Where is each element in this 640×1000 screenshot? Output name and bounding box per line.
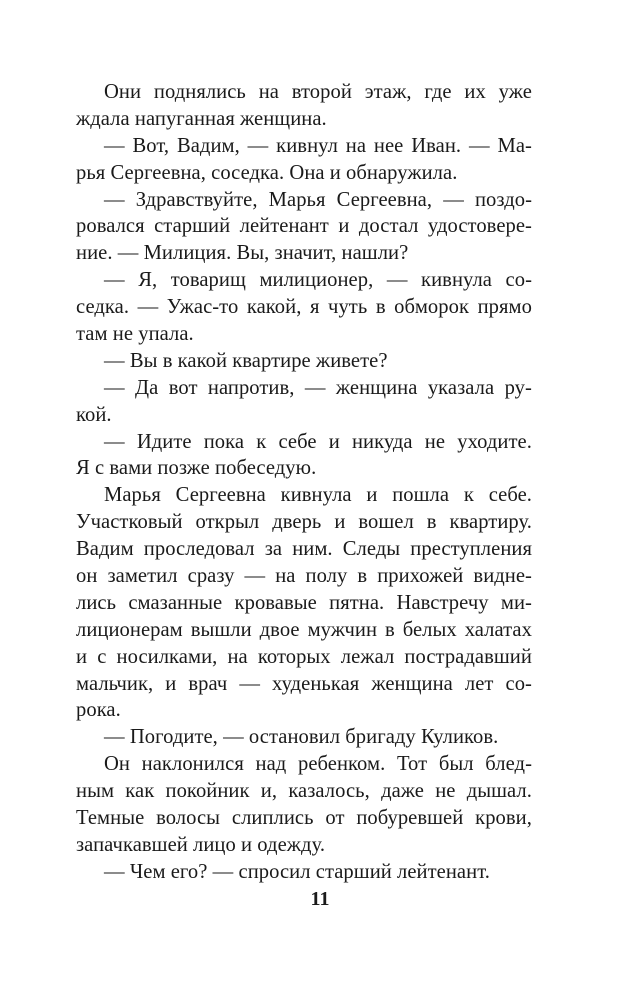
- text-line: Вадим проследовал за ним. Следы преступления: [76, 538, 532, 561]
- text-line: Темные волосы слиплись от побуревшей крови,: [76, 807, 532, 830]
- text-line: мальчик, и врач — худенькая женщина лет со-: [76, 672, 532, 695]
- text-line: — Здравствуйте, Марья Сергеевна, — поздо-: [104, 188, 532, 211]
- text-line: ждала напуганная женщина.: [76, 107, 327, 130]
- text-line: седка. — Ужас-то какой, я чуть в обморок прямо: [76, 296, 532, 319]
- text-line: там не упала.: [76, 323, 194, 346]
- text-line: рья Сергеевна, соседка. Она и обнаружила.: [76, 161, 458, 184]
- text-line: Я с вами позже побеседую.: [76, 457, 317, 480]
- text-line: ровался старший лейтенант и достал удостовере-: [76, 215, 532, 238]
- text-line: — Да вот напротив, — женщина указала ру-: [104, 376, 532, 399]
- text-line: лись смазанные кровавые пятна. Навстречу ми-: [76, 591, 532, 614]
- text-line: Он наклонился над ребенком. Тот был блед-: [104, 753, 532, 776]
- text-line: запачкавшей лицо и одежду.: [76, 833, 326, 856]
- text-line: Участковый открыл дверь и вошел в квартиру.: [76, 511, 532, 534]
- text-line: — Вот, Вадим, — кивнул на нее Иван. — Ма-: [104, 134, 532, 157]
- page-number: 11: [310, 888, 330, 910]
- text-line: кой.: [76, 403, 112, 426]
- text-line: — Я, товарищ милиционер, — кивнула со-: [104, 269, 532, 292]
- text-line: рока.: [76, 699, 121, 722]
- text-line: Марья Сергеевна кивнула и пошла к себе.: [104, 484, 532, 507]
- text-line: — Чем его? — спросил старший лейтенант.: [104, 860, 490, 883]
- text-line: — Вы в какой квартире живете?: [104, 349, 388, 372]
- text-line: и с носилками, на которых лежал пострадавший: [76, 645, 532, 668]
- text-line: ние. — Милиция. Вы, значит, нашли?: [76, 242, 409, 265]
- text-line: — Идите пока к себе и никуда не уходите.: [104, 430, 532, 453]
- text-line: лиционерам вышли двое мужчин в белых халатах: [76, 618, 532, 641]
- text-line: ным как покойник и, казалось, даже не дышал.: [76, 780, 532, 803]
- text-line: он заметил сразу — на полу в прихожей видне-: [76, 565, 532, 588]
- body-text: [76, 79, 532, 886]
- text-line: — Погодите, — остановил бригаду Куликов.: [104, 726, 499, 749]
- text-line: Они поднялись на второй этаж, где их уже: [104, 81, 532, 103]
